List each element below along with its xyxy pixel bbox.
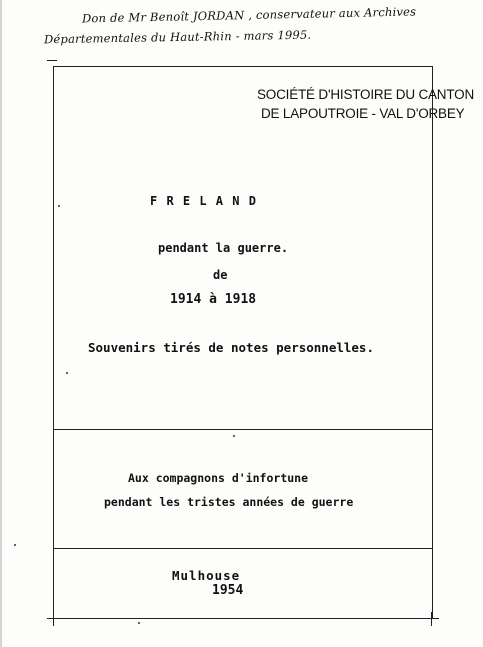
corner-mark-right [431,612,432,626]
scan-speck [233,435,235,437]
imprint-year: 1954 [212,583,244,598]
corner-mark [47,60,57,61]
corner-mark-left [53,612,54,626]
title-line-pendant: pendant la guerre. [158,241,289,255]
divider-lower [53,548,433,549]
handwritten-donation-line-1: Don de Mr Benoît JORDAN , conservateur aux Archives [81,4,417,26]
scan-speck [58,205,60,207]
title-line-years: 1914 à 1918 [170,292,257,307]
document-subtitle: Souvenirs tirés de notes personnelles. [88,340,374,355]
document-title: F R E L A N D [150,194,257,208]
scan-speck [66,372,68,374]
scan-speck [14,544,16,546]
divider-bottom [47,618,439,619]
title-line-de: de [213,268,228,282]
handwritten-donation-line-2: Départementales du Haut-Rhin - mars 1995. [43,27,312,47]
scan-edge [0,0,2,647]
imprint-city: Mulhouse [172,568,241,583]
scan-speck [138,622,140,624]
dedication-line-2: pendant les tristes années de guerre [104,495,354,509]
dedication-line-1: Aux compagnons d'infortune [128,471,309,485]
divider-upper [53,429,433,430]
society-stamp-line-1: SOCIÉTÉ D'HISTOIRE DU CANTON [257,87,475,102]
society-stamp-line-2: DE LAPOUTROIE - VAL D'ORBEY [261,106,465,121]
